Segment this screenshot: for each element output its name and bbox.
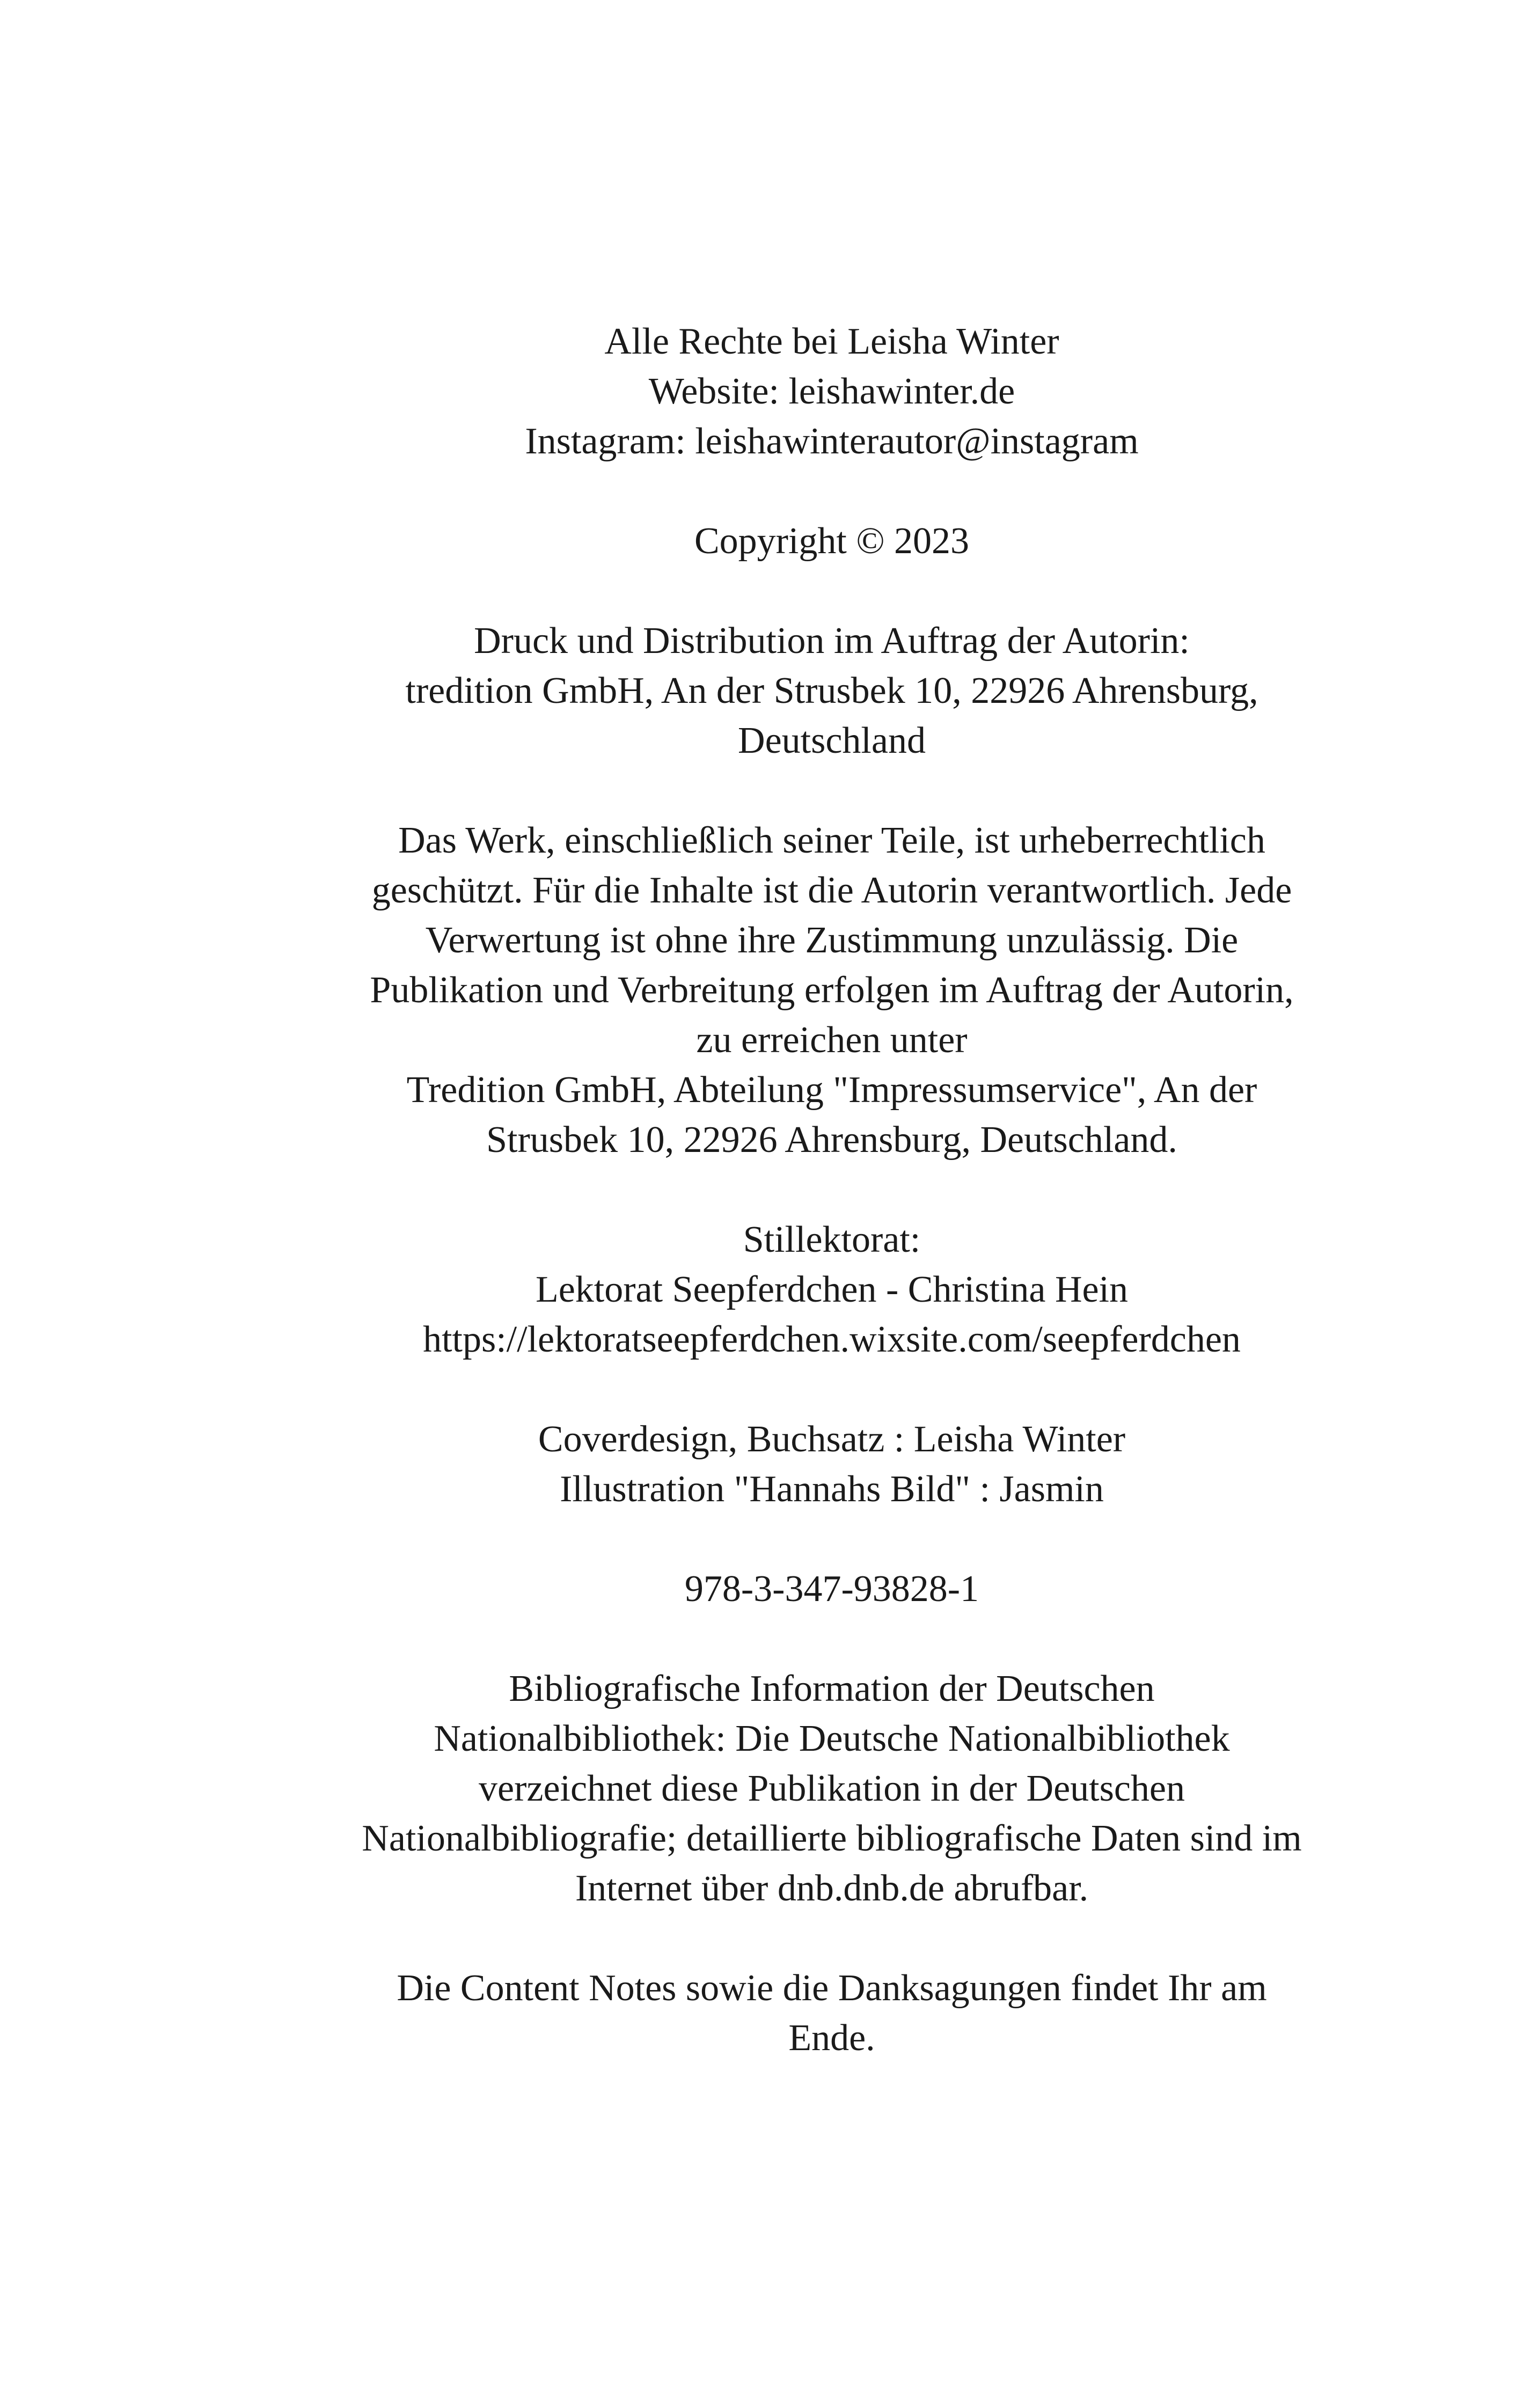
bibliographic-block	[290, 1664, 1374, 1913]
bibliographic-line-2: Nationalbibliothek: Die Deutsche Nationalbibliothek	[434, 1718, 1230, 1759]
printing-line-1: Druck und Distribution im Auftrag der Autorin:	[474, 620, 1190, 662]
copyright-notice: Copyright © 2023	[694, 520, 970, 562]
bibliographic-line-1: Bibliografische Information der Deutschen	[509, 1668, 1155, 1709]
instagram-line: Instagram: leishawinterautor@instagram	[525, 421, 1139, 462]
design-credits-block	[290, 1414, 1374, 1514]
bibliographic-line-4: Nationalbibliografie; detaillierte bibliografische Daten sind im	[362, 1818, 1302, 1859]
legal-notice-block	[290, 816, 1374, 1165]
cover-design-credit: Coverdesign, Buchsatz : Leisha Winter	[538, 1419, 1126, 1460]
editor-url: https://lektoratseepferdchen.wixsite.com/seepferdchen	[423, 1319, 1241, 1360]
editor-name: Lektorat Seepferdchen - Christina Hein	[535, 1269, 1129, 1310]
imprint-text	[290, 317, 1374, 2113]
editing-heading: Stillektorat:	[743, 1219, 921, 1260]
legal-line-7: Strusbek 10, 22926 Ahrensburg, Deutschland.	[486, 1119, 1177, 1161]
editing-block	[290, 1215, 1374, 1364]
content-notes-line-1: Die Content Notes sowie die Danksagungen findet Ihr am	[397, 1967, 1267, 2009]
content-notes-line-2: Ende.	[788, 2017, 875, 2059]
isbn-block	[290, 1564, 1374, 1614]
printing-line-2: tredition GmbH, An der Strusbek 10, 22926 Ahrensburg,	[405, 670, 1258, 711]
copyright-block	[290, 516, 1374, 566]
website-line: Website: leishawinter.de	[648, 371, 1015, 412]
legal-line-5: zu erreichen unter	[696, 1019, 968, 1061]
legal-line-4: Publikation und Verbreitung erfolgen im Auftrag der Autorin,	[370, 970, 1294, 1011]
legal-line-3: Verwertung ist ohne ihre Zustimmung unzulässig. Die	[425, 920, 1239, 961]
rights-holder: Alle Rechte bei Leisha Winter	[604, 321, 1059, 362]
legal-line-1: Das Werk, einschließlich seiner Teile, ist urheberrechtlich	[398, 820, 1265, 861]
illustration-credit: Illustration "Hannahs Bild" : Jasmin	[560, 1469, 1104, 1510]
rights-block	[290, 317, 1374, 466]
bibliographic-line-3: verzeichnet diese Publikation in der Deutschen	[479, 1768, 1185, 1809]
legal-line-6: Tredition GmbH, Abteilung "Impressumservice", An der	[406, 1069, 1257, 1111]
printing-block	[290, 616, 1374, 766]
isbn-number: 978-3-347-93828-1	[684, 1568, 979, 1610]
legal-line-2: geschützt. Für die Inhalte ist die Autorin verantwortlich. Jede	[371, 870, 1292, 911]
bibliographic-line-5: Internet über dnb.dnb.de abrufbar.	[575, 1868, 1089, 1909]
content-notes-block	[290, 1963, 1374, 2063]
printing-line-3: Deutschland	[738, 720, 926, 761]
